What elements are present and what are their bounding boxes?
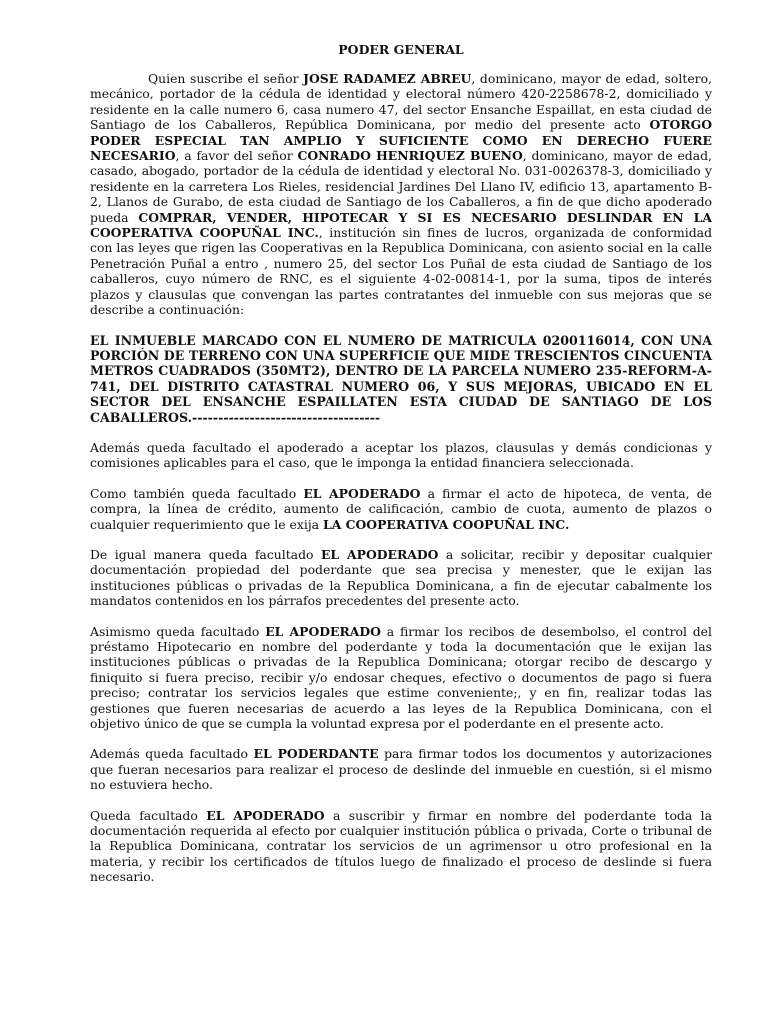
powers-clause: COMPRAR, VENDER, HIPOTECAR Y SI ES NECESARIO DESLINDAR EN LA COOPERATIVA COOPUÑAL INC. (90, 209, 712, 241)
text-run: , dominicano, mayor de edad, soltero, mecánico, portador de la cédula de identidad y electoral número 420-2258678-2, domiciliado y residente en la calle numero 6, casa numero 47, del sector Ensanche Espaillat, en esta ciudad de Santiago de los Caballeros, República Dominicana, por medio del presente acto (90, 71, 712, 133)
text-run: De igual manera queda facultado (90, 546, 321, 562)
text-run: , a favor del señor (175, 148, 298, 164)
text-run: Como también queda facultado (90, 485, 304, 501)
text-run: Quien suscribe el señor (148, 71, 304, 86)
text-run: , institución sin fines de lucros, organizada de conformidad con las leyes que rigen las Cooperativas en la Republica Dominicana, con asiento social en la calle Penetración Puñal a entro , numero 25, del sector Los Puñal de esta ciudad de Santiago de los caballeros, cuyo número de RNC, es el siguiente 4-02-00814-1, por la suma, tipos de interés plazos y clausulas que convengan las partes contratantes del inmueble con sus mejoras que se describe a continuación: (90, 225, 713, 318)
text-run: a firmar el acto de hipoteca, de venta, de compra, la línea de crédito, aumento de calificación, cambio de cuota, aumento de plazos o cualquier requerimiento que le exija (90, 485, 712, 532)
text-run: a firmar los recibos de desembolso, el control del préstamo Hipotecario en nombre del poderdante y toda la documentación que le exijan las instituciones públicas o privadas de la Republica Dominicana; otorgar recibo de descargo y finiquito si fuera preciso, recibir y/o endosar cheques, efectivo o documentos de pago si fuera preciso; contratar los servicios legales que estime conveniente;, y en fin, realizar todas las gestiones que fueren necesarias de acuerdo a las leyes de la Republica Dominicana, con el objetivo único de que se cumpla la voluntad expresa por el poderdante en el presente acto. (90, 623, 712, 732)
grantor-paragraph (90, 71, 712, 318)
attorney-term: EL APODERADO (303, 485, 421, 501)
text-run: Además queda facultado (90, 746, 254, 762)
attorney-term: EL APODERADO (320, 546, 439, 562)
text-run: Queda facultado (90, 807, 207, 823)
power-grant-clause: OTORGO PODER ESPECIAL TAN AMPLIO Y SUFICIENTE COMO EN DERECHO FUERE NECESARIO (90, 117, 712, 164)
terms-paragraph: Además queda facultado el apoderado a aceptar los plazos, clausulas y demás condicionas y comisiones aplicables para el caso, que le imponga la entidad financiera seleccionada. (90, 439, 712, 471)
text-run: para firmar todos los documentos y autorizaciones que fueran necesarios para realizar el proceso de deslinde del inmueble en cuestión, si el mismo no estuviera hecho. (90, 746, 713, 793)
attorney-term: EL APODERADO (206, 807, 325, 823)
text-run: a suscribir y firmar en nombre del poderdante toda la documentación requerida al efecto por cualquier institución pública o privada, Corte o tribunal de la Republica Dominicana, contratar los servicios de un agrimensor u otro profesional en la materia, y recibir los certificados de títulos luego de finalizado el proceso de deslinde si fuera necesario. (90, 807, 712, 885)
grantor-authority-paragraph (90, 746, 712, 792)
disbursement-paragraph (90, 624, 712, 732)
attorney-name: CONRADO HENRIQUEZ BUENO (297, 148, 523, 164)
signing-paragraph (90, 808, 712, 885)
grantor-term: EL PODERDANTE (253, 746, 379, 762)
document-title: PODER GENERAL (338, 42, 464, 57)
property-description: EL INMUEBLE MARCADO CON EL NUMERO DE MATRICULA 0200116014, CON UNA PORCIÓN DE TERRENO CON UNA SUPERFICIE QUE MIDE TRESCIENTOS CINCUENTA METROS CUADRADOS (350MT2), DENTRO DE LA PARCELA NUMERO 235-REFORM-A-741, DEL DISTRITO CATASTRAL NUMERO 06, Y SUS MEJORAS, UBICADO EN EL SECTOR DEL ENSANCHE ESPAILLATEN ESTA CIUDAD DE SANTIAGO DE LOS CABALLEROS.------------------------------------ (90, 332, 712, 425)
text-run: Asimismo queda facultado (90, 623, 266, 639)
text-run: a solicitar, recibir y depositar cualquier documentación propiedad del poderdante que sea precisa y menester, que le exijan las instituciones públicas o privadas de la Republica Dominicana, a fin de ejecutar cabalmente los mandatos contenidos en los párrafos precedentes del presente acto. (90, 546, 712, 609)
grantor-name: JOSE RADAMEZ ABREU (303, 71, 472, 86)
cooperative-name: LA COOPERATIVA COOPUÑAL INC. (323, 516, 570, 532)
attorney-term: EL APODERADO (265, 623, 381, 639)
mortgage-paragraph (90, 486, 712, 532)
documentation-paragraph (90, 547, 712, 609)
text-run: , dominicano, mayor de edad, casado, abogado, portador de la cédula de identidad y electoral No. 031-0026378-3, domiciliado y residente en la carretera Los Rieles, residencial Jardines Del Llano IV, edificio 13, apartamento B-2, Llanos de Gurabo, de esta ciudad de Santiago de los Caballeros, a fin de que dicho apoderado pueda (90, 148, 712, 225)
